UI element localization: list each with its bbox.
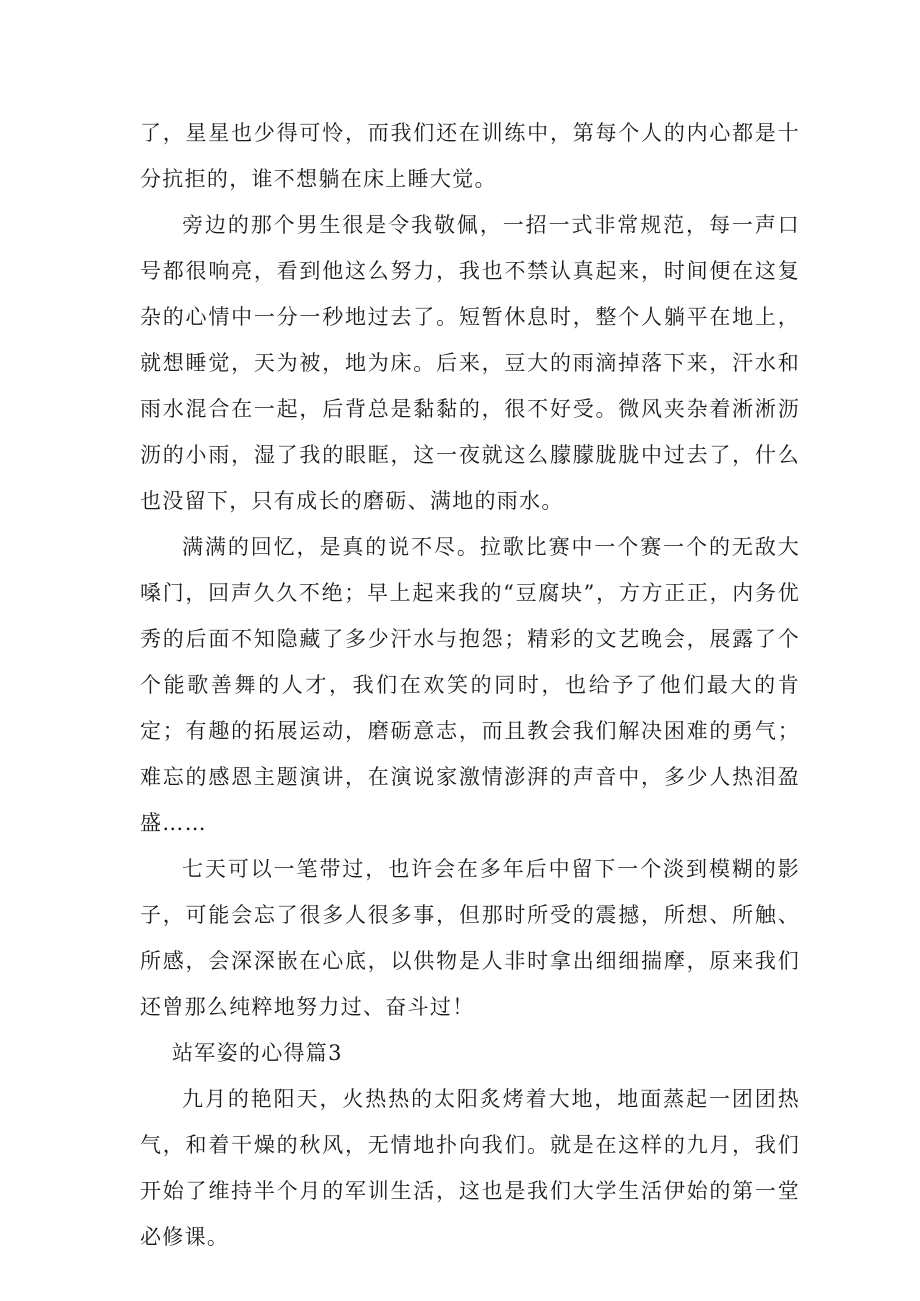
paragraph-memories: 满满的回忆，是真的说不尽。拉歌比赛中一个赛一个的无敌大嗓门，回声久久不绝；早上起来我的“豆腐块”，方方正正，内务优秀的后面不知隐藏了多少汗水与抱怨；精彩的文艺晚会，展露了个个能歌善舞的人才，我们在欢笑的同时，也给予了他们最大的肯定；有趣的拓展运动，磨砺意志，而且教会我们解决困难的勇气；难忘的感恩主题演讲，在演说家激情澎湃的声音中，多少人热泪盈盛…… <box>140 535 800 835</box>
paragraph-seven-days: 七天可以一笔带过，也许会在多年后中留下一个淡到模糊的影子，可能会忘了很多人很多事，但那时所受的震撼，所想、所触、所感，会深深嵌在心底，以供物是人非时拿出细细揣摩，原来我们还曾那么纯粹地努力过、奋斗过！ <box>140 857 800 1019</box>
paragraph-continuation: 了，星星也少得可怜，而我们还在训练中，第每个人的内心都是十分抗拒的，谁不想躺在床上睡大觉。 <box>140 121 800 191</box>
section-heading: 站军姿的心得篇3 <box>172 1041 343 1065</box>
paragraph-september: 九月的艳阳天，火热热的太阳炙烤着大地，地面蒸起一团团热气，和着干燥的秋风，无情地扑向我们。就是在这样的九月，我们开始了维持半个月的军训生活，这也是我们大学生活伊始的第一堂必修课。 <box>140 1087 800 1249</box>
document-body <box>140 110 800 1260</box>
paragraph-classmate: 旁边的那个男生很是令我敬佩，一招一式非常规范，每一声口号都很响亮，看到他这么努力，我也不禁认真起来，时间便在这复杂的心情中一分一秒地过去了。短暂休息时，整个人躺平在地上，就想睡觉，天为被，地为床。后来，豆大的雨滴掉落下来，汗水和雨水混合在一起，后背总是黏黏的，很不好受。微风夹杂着淅淅沥沥的小雨，湿了我的眼眶，这一夜就这么朦朦胧胧中过去了，什么也没留下，只有成长的磨砺、满地的雨水。 <box>140 213 800 513</box>
